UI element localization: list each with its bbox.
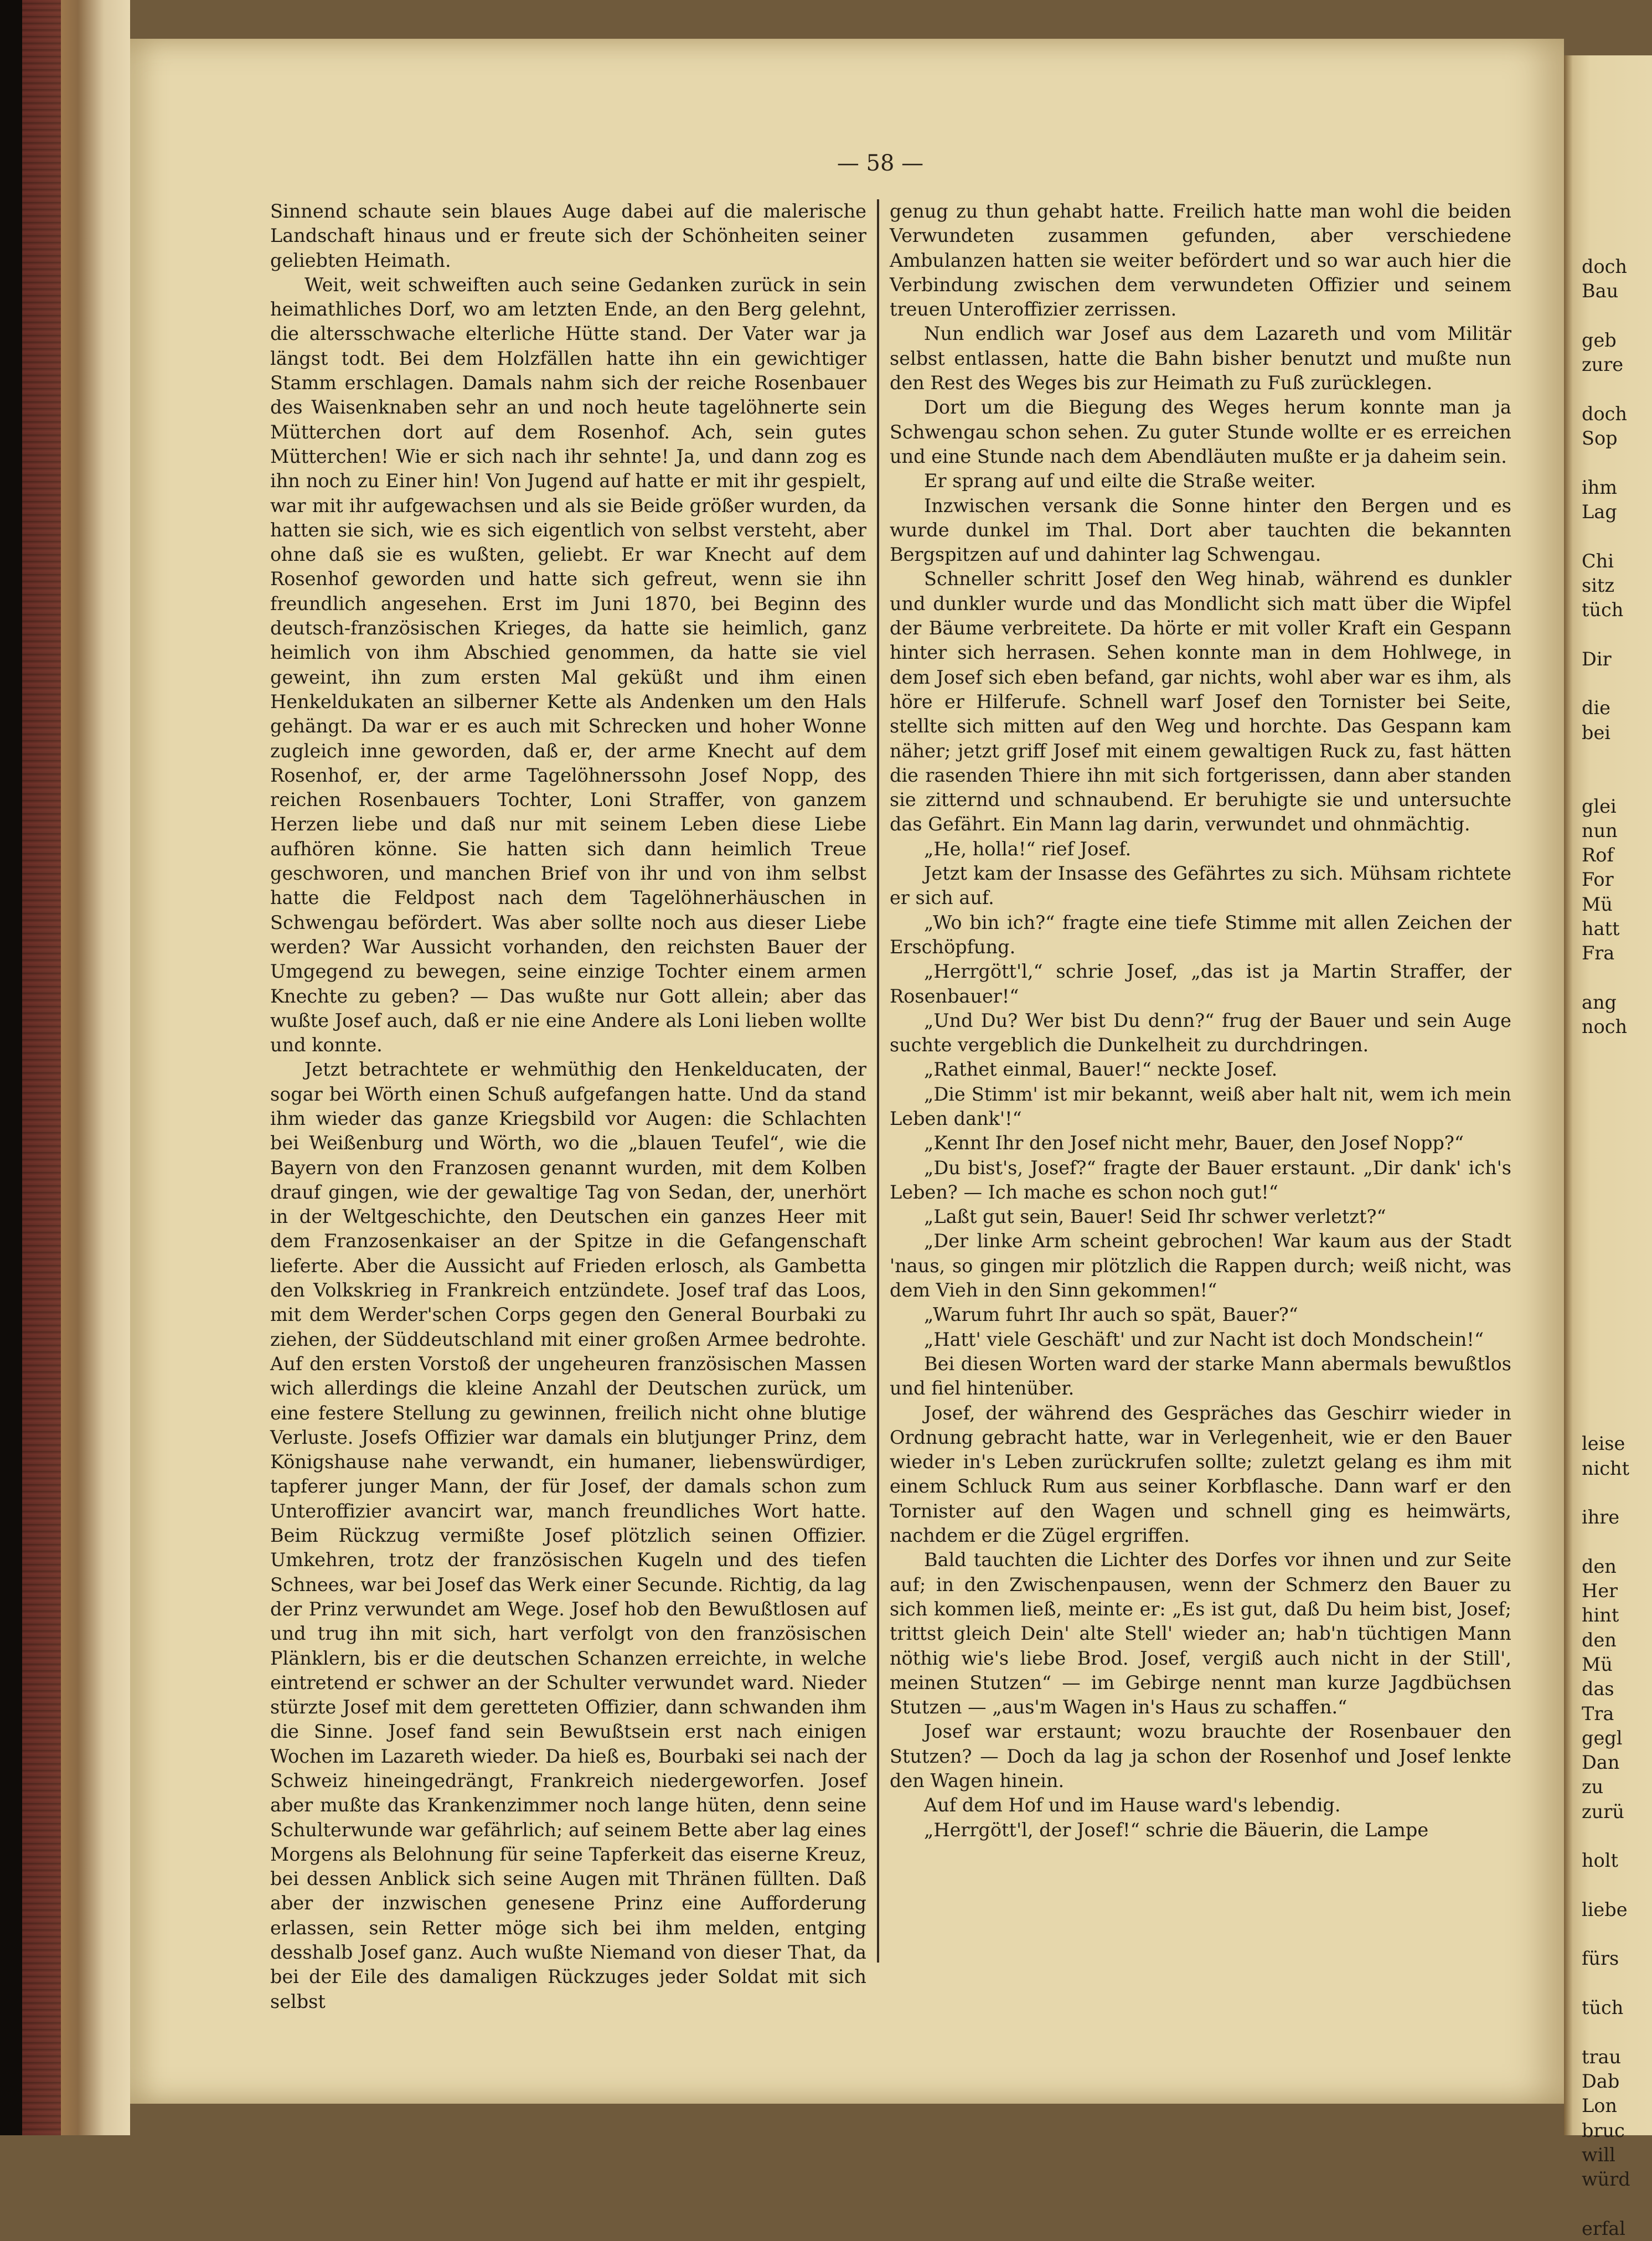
paragraph: „Herrgött'l,“ schrie Josef, „das ist ja Martin Straffer, der Rosenbauer!“ xyxy=(890,961,1511,1007)
text-fragment: hatt xyxy=(1582,918,1620,940)
text-fragment: Dab xyxy=(1582,2070,1620,2092)
paragraph: „Und Du? Wer bist Du denn?“ frug der Bauer und sein Auge suchte vergeblich die Dunkelheit zu durchdringen. xyxy=(890,1009,1511,1056)
text-fragment: das xyxy=(1582,1678,1614,1700)
text-fragment: doch xyxy=(1582,402,1627,425)
text-fragment: würd xyxy=(1582,2168,1630,2191)
paragraph: Dort um die Biegung des Weges herum konnte man ja Schwengau schon sehen. Zu guter Stunde wollte er es erreichen und eine Stunde nach dem Abendläuten mußte er ja daheim sein. xyxy=(890,396,1511,467)
text-fragment xyxy=(1564,1260,1652,1284)
text-fragment xyxy=(1564,377,1652,401)
text-fragment: Lag xyxy=(1582,500,1617,523)
text-fragment: zure xyxy=(1582,354,1624,376)
text-fragment: leise xyxy=(1582,1433,1625,1455)
text-fragment xyxy=(1564,1186,1652,1211)
paragraph: Schneller schritt Josef den Weg hinab, während es dunkler und dunkler wurde und das Mondlicht sich matt über die Wipfel der Bäume verbreitete. Da hörte er mit voller Kraft ein Gespann hinter sich herrasen. Sehen konnte man in dem Hohlwege, in dem Josef sich eben befand, gar nichts, wohl aber war es ihm, als höre er Hilferufe. Schnell warf Josef den Tornister bei Seite, stellte sich mitten auf den Weg und horchte. Das Gespann kam näher; jetzt griff Josef mit einem gewaltigen Ruck zu, fast hätten die rasenden Thiere ihn mit sich fortgerissen, dann aber standen sie zitternd und schnaubend. Er beruhigte sie und untersuchte das Gefährt. Ein Mann lag darin, verwundet und ohnmächtig. xyxy=(890,568,1511,835)
text-fragment xyxy=(1564,1383,1652,1407)
text-fragment: ang xyxy=(1582,991,1617,1013)
paragraph: „Laßt gut sein, Bauer! Seid Ihr schwer verletzt?“ xyxy=(924,1206,1386,1228)
text-fragment xyxy=(1564,1236,1652,1260)
paragraph: „Du bist's, Josef?“ fragte der Bauer erstaunt. „Dir dank' ich's Leben? — Ich mache es schon noch gut!“ xyxy=(890,1156,1511,1203)
text-fragment: Her xyxy=(1582,1580,1618,1602)
text-fragment xyxy=(1564,966,1652,990)
text-fragment: nicht xyxy=(1582,1457,1630,1479)
text-fragment xyxy=(1564,1873,1652,1898)
paragraph: Josef war erstaunt; wozu brauchte der Rosenbauer den Stutzen? — Doch da lag ja schon der Rosenhof und Josef lenkte den Wagen hinein. xyxy=(890,1721,1511,1791)
text-fragment xyxy=(1564,1138,1652,1162)
paragraph: „Warum fuhrt Ihr auch so spät, Bauer?“ xyxy=(924,1304,1298,1326)
text-fragment: ihre xyxy=(1582,1506,1620,1529)
text-fragment: tüch xyxy=(1582,1997,1624,2019)
paragraph: „Hatt' viele Geschäft' und zur Nacht ist doch Mondschein!“ xyxy=(924,1328,1484,1350)
text-fragment: erfal xyxy=(1582,2217,1625,2239)
text-fragment: liebe xyxy=(1582,1898,1628,1920)
text-fragment: bruc xyxy=(1582,2119,1625,2141)
text-fragment: den xyxy=(1582,1555,1617,1577)
scan-border xyxy=(0,0,22,2135)
paragraph: „He, holla!“ rief Josef. xyxy=(924,838,1132,860)
text-fragment: zu xyxy=(1582,1776,1604,1798)
text-fragment xyxy=(1564,1309,1652,1334)
paragraph: Josef, der während des Gespräches das Geschirr wieder in Ordnung gebracht hatte, war in Verlegenheit, wie er den Bauer wieder in's Leben zurückrufen sollte; zuletzt gelang es ihm mit einem Schluck Rum aus seiner Korbflasche. Dann warf er den Tornister auf den Wagen und schnell ging es heimwärts, nachdem er die Zügel ergriffen. xyxy=(890,1402,1511,1547)
text-fragment xyxy=(1564,1922,1652,1946)
text-fragment: Tra xyxy=(1582,1702,1614,1724)
text-fragment: die xyxy=(1582,697,1610,719)
text-fragment: sitz xyxy=(1582,574,1615,596)
text-fragment xyxy=(1564,1162,1652,1186)
text-fragment: den xyxy=(1582,1629,1617,1651)
text-fragment: glei xyxy=(1582,795,1617,817)
text-fragment: Rof xyxy=(1582,844,1614,866)
text-fragment xyxy=(1564,770,1652,794)
text-fragment: For xyxy=(1582,869,1614,891)
text-fragment: Mü xyxy=(1582,893,1613,915)
text-fragment: tüch xyxy=(1582,599,1624,621)
text-fragment: ihm xyxy=(1582,476,1618,498)
text-fragment: Dan xyxy=(1582,1752,1620,1774)
text-fragment: Bau xyxy=(1582,280,1619,302)
paragraph: „Der linke Arm scheint gebrochen! War kaum aus der Stadt 'naus, so gingen mir plötzlich die Rappen durch; weiß nicht, was dem Vieh in den Sinn gekommen!“ xyxy=(890,1230,1511,1302)
text-fragment xyxy=(1564,1211,1652,1236)
text-fragment: holt xyxy=(1582,1850,1618,1872)
text-fragment xyxy=(1564,451,1652,475)
text-fragment: nun xyxy=(1582,819,1618,841)
text-fragment: fürs xyxy=(1582,1948,1619,1970)
text-fragment xyxy=(1564,2020,1652,2044)
text-fragment: Dir xyxy=(1582,648,1612,670)
paragraph: Inzwischen versank die Sonne hinter den Bergen und es wurde dunkel im Thal. Dort aber tauchten die bekannten Bergspitzen auf und dahinter lag Schwengau. xyxy=(890,494,1511,566)
paragraph: „Die Stimm' ist mir bekannt, weiß aber halt nit, wem ich mein Leben dank'!“ xyxy=(890,1083,1511,1129)
paragraph: Sinnend schaute sein blaues Auge dabei auf die malerische Landschaft hinaus und er freute sich der Schönheiten seiner geliebten Heimath. xyxy=(270,200,866,271)
text-fragment xyxy=(1564,1064,1652,1088)
text-fragment xyxy=(1564,745,1652,770)
paragraph: „Wo bin ich?“ fragte eine tiefe Stimme mit allen Zeichen der Erschöpfung. xyxy=(890,911,1511,958)
paragraph: Jetzt kam der Insasse des Gefährtes zu sich. Mühsam richtete er sich auf. xyxy=(890,863,1511,909)
paragraph: Bei diesen Worten ward der starke Mann abermals bewußtlos und fiel hintenüber. xyxy=(890,1352,1511,1400)
text-fragment xyxy=(1564,1481,1652,1505)
text-fragment: Chi xyxy=(1582,550,1614,572)
text-fragment: Fra xyxy=(1582,942,1615,964)
paragraph: Bald tauchten die Lichter des Dorfes vor ihnen und zur Seite auf; in den Zwischenpausen, wenn der Schmerz den Bauer zu sich kommen ließ, meinte er: „Es ist gut, daß Du heim bist, Josef; trittst gleich Dein' alte Stell' wieder an; hab'n tüchtigen Mann nöthig wie's liebe Brod. Josef, vergiß auch nicht in der Still', meinen Stutzen“ — im Gebirge nennt man kurze Jagdbüchsen Stutzen — „aus'm Wagen in's Haus zu schaffen.“ xyxy=(890,1549,1511,1718)
text-fragment xyxy=(1564,1971,1652,1996)
text-fragment xyxy=(1564,524,1652,549)
next-page-edge xyxy=(1564,55,1652,2239)
paragraph: „Kennt Ihr den Josef nicht mehr, Bauer, den Josef Nopp?“ xyxy=(924,1132,1464,1154)
text-fragment: trau xyxy=(1582,2046,1622,2068)
text-fragment xyxy=(1564,1040,1652,1064)
paragraph: Er sprang auf und eilte die Straße weiter. xyxy=(924,470,1316,492)
right-text-column xyxy=(890,199,1511,1842)
paragraph: Jetzt betrachtete er wehmüthig den Henkelducaten, der sogar bei Wörth einen Schuß aufgefangen hatte. Und da stand ihm wieder das ganze Kriegsbild vor Augen: die Schlachten bei Weißenburg und Wörth, wo die „blauen Teufel“, wie die Bayern von den Franzosen genannt wurden, mit dem Kolben drauf gingen, wie der gewaltige Tag von Sedan, der, unerhört in der Weltgeschichte, den Deutschen ein ganzes Heer mit dem Franzosenkaiser an der Spitze in die Gefangenschaft lieferte. Aber die Aussicht auf Frieden erlosch, als Gambetta den Volkskrieg in Frankreich entzündete. Josef traf das Loos, mit dem Werder'schen Corps gegen den General Bourbaki zu ziehen, der Süddeutschland mit einer großen Armee bedrohte. Auf den ersten Vorstoß der ungeheuren französischen Massen wich allerdings die kleine Anzahl der Deutschen zurück, um eine festere Stellung zu gewinnen, freilich nicht ohne blutige Verluste. Josefs Offizier war damals ein blutjunger Prinz, dem Königshause nahe verwandt, ein humaner, liebenswürdiger, tapferer junger Mann, der für Josef, der damals schon zum Unteroffizier avancirt war, manch freundliches Wort hatte. Beim Rückzug vermißte Josef plötzlich seinen Offizier. Umkehren, trotz der französischen Kugeln und des tiefen Schnees, war bei Josef das Werk einer Secunde. Richtig, da lag der Prinz verwundet am Wege. Josef hob den Bewußtlosen auf und trug ihn mit sich, hart verfolgt von den französischen Plänklern, bis er die deutschen Schanzen erreichte, in welche eintretend er schwer an der Schulter verwundet ward. Nieder stürzte Josef mit dem geretteten Offizier, dann schwanden ihm die Sinne. Josef fand sein Bewußtsein erst nach einigen Wochen im Lazareth wieder. Da hieß es, Bourbaki sei nach der Schweiz hineingedrängt, Frankreich niedergeworfen. Josef aber mußte das Krankenzimmer noch lange hüten, denn seine Schulterwunde war gefährlich; auf seinem Bette aber lag eines Morgens als Belohnung für seine Tapferkeit das eiserne Kreuz, bei dessen Anblick sich seine Augen mit Thränen füllten. Daß aber der inzwischen genesene Prinz eine Aufforderung erlassen, sein Retter möge sich bei ihm melden, entging desshalb Josef ganz. Auch wußte Niemand von dieser That, da bei der Eile des damaligen Rückzuges jeder Soldat mit sich selbst xyxy=(270,1058,866,2012)
text-fragment xyxy=(1564,1358,1652,1382)
text-fragment xyxy=(1564,1530,1652,1554)
text-fragment: Mü xyxy=(1582,1653,1613,1675)
text-fragment: bei xyxy=(1582,721,1610,743)
text-fragment xyxy=(1564,1088,1652,1113)
next-page-text-fragments xyxy=(1564,255,1652,2241)
text-fragment: zurü xyxy=(1582,1800,1624,1822)
paragraph: Nun endlich war Josef aus dem Lazareth und vom Militär selbst entlassen, hatte die Bahn bisher benutzt und mußte nun den Rest des Weges bis zur Heimath zu Fuß zurücklegen. xyxy=(890,323,1511,394)
text-fragment xyxy=(1564,1407,1652,1432)
left-text-column xyxy=(270,199,866,2014)
text-fragment: hint xyxy=(1582,1604,1619,1626)
text-fragment: gegl xyxy=(1582,1727,1623,1749)
column-divider xyxy=(877,199,879,1963)
text-fragment: Lon xyxy=(1582,2095,1617,2117)
paragraph: Auf dem Hof und im Hause ward's lebendig. xyxy=(924,1794,1341,1816)
text-fragment xyxy=(1564,304,1652,328)
text-fragment xyxy=(1564,1113,1652,1137)
paragraph: Weit, weit schweiften auch seine Gedanken zurück in sein heimathliches Dorf, wo am letzten Ende, an den Berg gelehnt, die altersschwache elterliche Hütte stand. Der Vater war ja längst todt. Bei dem Holzfällen hatte ihn ein gewichtiger Stamm erschlagen. Damals nahm sich der reiche Rosenbauer des Waisenknaben sehr an und noch heute tagelöhnerte sein Mütterchen dort auf dem Rosenhof. Ach, sein gutes Mütterchen! Wie er sich nach ihr sehnte! Ja, und dann zog es ihn noch zu Einer hin! Von Jugend auf hatte er mit ihr gespielt, war mit ihr aufgewachsen und als sie Beide größer wurden, da hatten sie sich, wie es sich eigentlich von selbst versteht, aber ohne daß sie es wußten, geliebt. Er war Knecht auf dem Rosenhof geworden und hatte sich gefreut, wenn sie ihn freundlich angesehen. Erst im Juni 1870, bei Beginn des deutsch-französischen Krieges, da hatte sie heimlich, ganz heimlich von ihm Abschied genommen, da hatte sie viel geweint, ihn zum ersten Mal geküßt und ihm einen Henkeldukaten an silberner Kette als Andenken um den Hals gehängt. Da war er es auch mit Schrecken und hoher Wonne zugleich inne geworden, daß er, der arme Knecht auf dem Rosenhof, er, der arme Tagelöhnerssohn Josef Nopp, des reichen Rosenbauers Tochter, Loni Straffer, von ganzem Herzen liebe und daß nur mit seinem Leben diese Liebe aufhören könne. Sie hatten sich dann heimlich Treue geschworen, und manchen Brief von ihr und von ihm selbst hatte die Feldpost nach dem Tagelöhnerhäuschen in Schwengau befördert. Was aber sollte noch aus dieser Liebe werden? War Aussicht vorhanden, den reichsten Bauer der Umgegend zu bewegen, seine einzige Tochter einem armen Knechte zu geben? — Das wußte nur Gott allein; aber das wußte Josef auch, daß er nie eine Andere als Loni lieben wollte und konnte. xyxy=(270,273,866,1056)
text-fragment: Sop xyxy=(1582,427,1618,450)
text-fragment xyxy=(1564,1284,1652,1309)
text-fragment: noch xyxy=(1582,1016,1628,1038)
text-fragment xyxy=(1564,1824,1652,1848)
text-fragment xyxy=(1564,2192,1652,2216)
paragraph: genug zu thun gehabt hatte. Freilich hatte man wohl die beiden Verwundeten zusammen gefunden, aber verschiedene Ambulanzen hatten sie weiter befördert und so war auch hier die Verbindung zwischen dem verwundeten Offizier und seinem treuen Unteroffizier zerrissen. xyxy=(890,200,1511,321)
text-fragment: will xyxy=(1582,2144,1615,2166)
text-fragment: geb xyxy=(1582,329,1617,351)
text-fragment xyxy=(1564,672,1652,696)
text-fragment xyxy=(1564,1334,1652,1358)
paragraph: „Rathet einmal, Bauer!“ neckte Josef. xyxy=(924,1058,1278,1081)
page-number: — 58 — xyxy=(837,151,924,176)
paragraph: „Herrgött'l, der Josef!“ schrie die Bäuerin, die Lampe xyxy=(924,1819,1429,1841)
text-fragment xyxy=(1564,622,1652,647)
text-fragment: doch xyxy=(1582,256,1627,277)
